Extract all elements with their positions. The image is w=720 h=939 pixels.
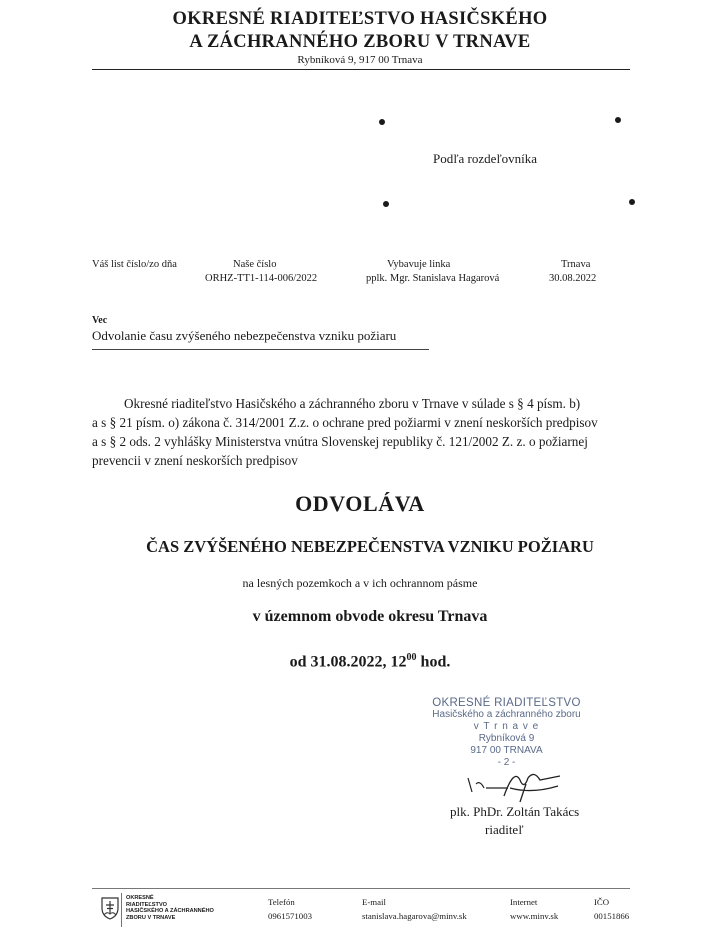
subject-text: Odvolanie času zvýšeného nebezpečenstva vzniku požiaru (92, 328, 397, 343)
corner-mark-top-left (379, 119, 385, 125)
state-emblem-icon (100, 896, 120, 920)
stamp-line-1: OKRESNÉ RIADITEĽSTVO (432, 697, 581, 709)
body-line-3: a s § 2 ods. 2 vyhlášky Ministerstva vnútra Slovenskej republiky č. 121/2002 Z. z. o požiarnej (92, 434, 588, 449)
our-number-value: ORHZ-TT1-114-006/2022 (205, 273, 318, 284)
header-divider (92, 69, 630, 70)
body-line-4: prevencii v znení neskorších predpisov (92, 453, 298, 468)
decision-effective-date (0, 652, 720, 671)
stamp-line-3: v T r n a v e (473, 721, 540, 732)
logo-divider (121, 893, 122, 927)
stamp-line-6: - 2 - (497, 757, 516, 768)
decision-district: v územnom obvode okresu Trnava (252, 608, 488, 625)
effective-minutes: 00 (406, 652, 417, 663)
footer-internet-label: Internet (510, 897, 538, 907)
footer-ico-label: IČO (594, 897, 610, 907)
subject-label: Vec (92, 315, 108, 326)
letterhead-line-1: OKRESNÉ RIADITEĽSTVO HASIČSKÉHO (172, 9, 548, 29)
logo-line-4: ZBORU V TRNAVE (126, 914, 176, 921)
stamp-line-4: Rybníková 9 (478, 733, 535, 744)
handwritten-signature (462, 766, 572, 806)
signatory-name: plk. PhDr. Zoltán Takács (450, 804, 580, 819)
handled-by-value: pplk. Mgr. Stanislava Hagarová (366, 273, 500, 284)
footer-logo-text (126, 895, 214, 921)
body-line-1: Okresné riaditeľstvo Hasičského a záchranného zboru v Trnave v súlade s § 4 písm. b) (124, 396, 581, 411)
decision-title: ODVOLÁVA (295, 491, 425, 516)
corner-mark-bottom-right (629, 199, 635, 205)
footer-email-value: stanislava.hagarova@minv.sk (362, 911, 467, 921)
signatory-role: riaditeľ (485, 822, 524, 837)
corner-mark-top-right (615, 117, 621, 123)
letterhead-address: Rybníková 9, 917 00 Trnava (297, 54, 423, 66)
your-letter-label: Váš list číslo/zo dňa (92, 259, 177, 270)
body-paragraph (92, 394, 624, 470)
place-label: Trnava (561, 259, 591, 270)
decision-subtitle: ČAS ZVÝŠENÉHO NEBEZPEČENSTVA VZNIKU POŽIARU (146, 537, 594, 556)
logo-line-1: OKRESNÉ (126, 895, 154, 901)
footer-ico-value: 00151866 (594, 911, 630, 921)
body-line-2: a s § 21 písm. o) zákona č. 314/2001 Z.z. o ochrane pred požiarmi v znení neskorších predpisov (92, 415, 598, 430)
stamp-line-2: Hasičského a záchranného zboru (432, 709, 581, 720)
handled-by-label: Vybavuje linka (387, 259, 451, 270)
recipient: Podľa rozdeľovníka (433, 151, 538, 166)
footer-divider (92, 888, 630, 889)
letterhead-line-2: A ZÁCHRANNÉHO ZBORU V TRNAVE (189, 32, 531, 52)
footer-phone-label: Telefón (268, 897, 295, 907)
footer-email-label: E-mail (362, 897, 386, 907)
stamp-line-5: 917 00 TRNAVA (470, 745, 543, 756)
letter-date: 30.08.2022 (549, 273, 597, 284)
footer-phone-value: 0961571003 (268, 911, 312, 921)
footer-internet-value: www.minv.sk (510, 911, 559, 921)
logo-line-3: HASIČSKÉHO A ZÁCHRANNÉHO (126, 908, 214, 915)
effective-date-text: od 31.08.2022, 12 (289, 653, 407, 671)
decision-scope: na lesných pozemkoch a v ich ochrannom pásme (242, 576, 478, 590)
subject-underline (92, 349, 429, 350)
our-number-label: Naše číslo (233, 259, 277, 270)
effective-suffix: hod. (416, 653, 451, 671)
logo-line-2: RIADITEĽSTVO (126, 901, 168, 908)
corner-mark-bottom-left (383, 201, 389, 207)
official-stamp (424, 697, 589, 769)
